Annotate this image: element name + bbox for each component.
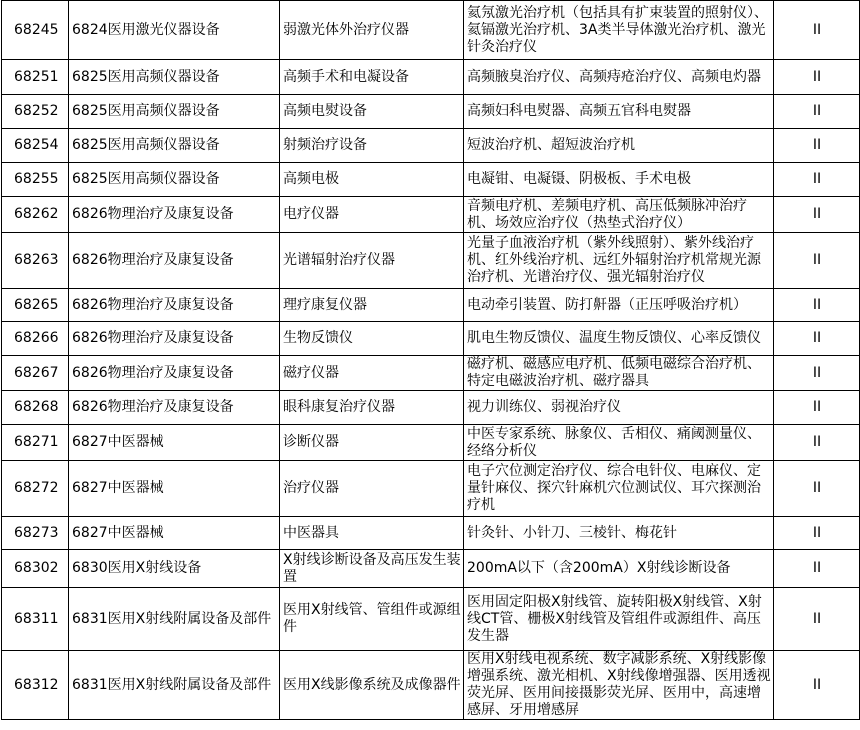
device-classification-table — [1, 0, 860, 720]
examples-cell: 医用X射线电视系统、数字减影系统、X射线影像增强系统、激光相机、X射线像增强器、医用透视荧光屏、医用间接摄影荧光屏、医用中，高速增感屏、牙用增感屏 — [464, 651, 774, 720]
product-cell: 高频手术和电凝设备 — [280, 60, 464, 95]
table-row — [2, 95, 860, 129]
class-cell: II — [774, 588, 860, 651]
category-cell: 6826物理治疗及康复设备 — [69, 233, 280, 289]
examples-cell: 磁疗机、磁感应电疗机、低频电磁综合治疗机、特定电磁波治疗机、磁疗器具 — [464, 356, 774, 391]
examples-cell: 肌电生物反馈仪、温度生物反馈仪、心率反馈仪 — [464, 322, 774, 356]
product-cell: 光谱辐射治疗仪器 — [280, 233, 464, 289]
product-cell: 中医器具 — [280, 517, 464, 550]
table-row — [2, 356, 860, 391]
product-cell: 磁疗仪器 — [280, 356, 464, 391]
category-cell: 6825医用高频仪器设备 — [69, 163, 280, 197]
code-cell: 68262 — [2, 197, 69, 233]
examples-cell: 针灸针、小针刀、三棱针、梅花针 — [464, 517, 774, 550]
code-cell: 68273 — [2, 517, 69, 550]
class-cell: II — [774, 550, 860, 588]
table-row — [2, 391, 860, 425]
category-cell: 6826物理治疗及康复设备 — [69, 197, 280, 233]
code-cell: 68255 — [2, 163, 69, 197]
table-row — [2, 517, 860, 550]
examples-cell: 电动牵引装置、防打鼾器（正压呼吸治疗机） — [464, 289, 774, 322]
examples-cell: 电凝钳、电凝镊、阴极板、手术电极 — [464, 163, 774, 197]
category-cell: 6826物理治疗及康复设备 — [69, 356, 280, 391]
category-cell: 6826物理治疗及康复设备 — [69, 289, 280, 322]
examples-cell: 光量子血液治疗机（紫外线照射）、紫外线治疗机、红外线治疗机、远红外辐射治疗机常规光源治疗机、光谱治疗仪、强光辐射治疗仪 — [464, 233, 774, 289]
examples-cell: 氦氖激光治疗机（包括具有扩束装置的照射仪）、氦镉激光治疗机、3A类半导体激光治疗机、激光针灸治疗仪 — [464, 1, 774, 60]
category-cell: 6827中医器械 — [69, 461, 280, 517]
examples-cell: 医用固定阳极X射线管、旋转阳极X射线管、X射线CT管、栅极X射线管及管组件或源组件、高压发生器 — [464, 588, 774, 651]
class-cell: II — [774, 60, 860, 95]
examples-cell: 短波治疗机、超短波治疗机 — [464, 129, 774, 163]
category-cell: 6827中医器械 — [69, 425, 280, 461]
examples-cell: 中医专家系统、脉象仪、舌相仪、痛阈测量仪、经络分析仪 — [464, 425, 774, 461]
product-cell: 射频治疗设备 — [280, 129, 464, 163]
class-cell: II — [774, 163, 860, 197]
table-body — [2, 1, 860, 720]
product-cell: 医用X线影像系统及成像器件 — [280, 651, 464, 720]
code-cell: 68311 — [2, 588, 69, 651]
category-cell: 6825医用高频仪器设备 — [69, 129, 280, 163]
class-cell: II — [774, 461, 860, 517]
product-cell: 高频电熨设备 — [280, 95, 464, 129]
product-cell: 弱激光体外治疗仪器 — [280, 1, 464, 60]
code-cell: 68263 — [2, 233, 69, 289]
product-cell: X射线诊断设备及高压发生装置 — [280, 550, 464, 588]
table-row — [2, 651, 860, 720]
class-cell: II — [774, 197, 860, 233]
code-cell: 68245 — [2, 1, 69, 60]
category-cell: 6825医用高频仪器设备 — [69, 60, 280, 95]
code-cell: 68268 — [2, 391, 69, 425]
category-cell: 6824医用激光仪器设备 — [69, 1, 280, 60]
category-cell: 6825医用高频仪器设备 — [69, 95, 280, 129]
code-cell: 68312 — [2, 651, 69, 720]
table-row — [2, 322, 860, 356]
table-row — [2, 60, 860, 95]
class-cell: II — [774, 651, 860, 720]
category-cell: 6831医用X射线附属设备及部件 — [69, 588, 280, 651]
examples-cell: 200mA以下（含200mA）X射线诊断设备 — [464, 550, 774, 588]
code-cell: 68272 — [2, 461, 69, 517]
table-row — [2, 197, 860, 233]
table-row — [2, 550, 860, 588]
table-row — [2, 289, 860, 322]
product-cell: 高频电极 — [280, 163, 464, 197]
table-row — [2, 163, 860, 197]
category-cell: 6831医用X射线附属设备及部件 — [69, 651, 280, 720]
class-cell: II — [774, 391, 860, 425]
category-cell: 6830医用X射线设备 — [69, 550, 280, 588]
class-cell: II — [774, 233, 860, 289]
table-row — [2, 129, 860, 163]
class-cell: II — [774, 322, 860, 356]
product-cell: 理疗康复仪器 — [280, 289, 464, 322]
table-row — [2, 588, 860, 651]
table-row — [2, 425, 860, 461]
product-cell: 治疗仪器 — [280, 461, 464, 517]
class-cell: II — [774, 356, 860, 391]
table-row — [2, 1, 860, 60]
examples-cell: 高频妇科电熨器、高频五官科电熨器 — [464, 95, 774, 129]
product-cell: 眼科康复治疗仪器 — [280, 391, 464, 425]
category-cell: 6826物理治疗及康复设备 — [69, 391, 280, 425]
category-cell: 6827中医器械 — [69, 517, 280, 550]
code-cell: 68267 — [2, 356, 69, 391]
class-cell: II — [774, 517, 860, 550]
code-cell: 68302 — [2, 550, 69, 588]
class-cell: II — [774, 95, 860, 129]
code-cell: 68251 — [2, 60, 69, 95]
code-cell: 68266 — [2, 322, 69, 356]
class-cell: II — [774, 129, 860, 163]
category-cell: 6826物理治疗及康复设备 — [69, 322, 280, 356]
examples-cell: 视力训练仪、弱视治疗仪 — [464, 391, 774, 425]
product-cell: 诊断仪器 — [280, 425, 464, 461]
table-row — [2, 233, 860, 289]
code-cell: 68254 — [2, 129, 69, 163]
examples-cell: 电子穴位测定治疗仪、综合电针仪、电麻仪、定量针麻仪、探穴针麻机穴位测试仪、耳穴探测治疗机 — [464, 461, 774, 517]
class-cell: II — [774, 425, 860, 461]
product-cell: 生物反馈仪 — [280, 322, 464, 356]
examples-cell: 音频电疗机、差频电疗机、高压低频脉冲治疗机、场效应治疗仪（热垫式治疗仪） — [464, 197, 774, 233]
product-cell: 电疗仪器 — [280, 197, 464, 233]
code-cell: 68265 — [2, 289, 69, 322]
code-cell: 68252 — [2, 95, 69, 129]
examples-cell: 高频腋臭治疗仪、高频痔疮治疗仪、高频电灼器 — [464, 60, 774, 95]
class-cell: II — [774, 289, 860, 322]
product-cell: 医用X射线管、管组件或源组件 — [280, 588, 464, 651]
class-cell: II — [774, 1, 860, 60]
table-row — [2, 461, 860, 517]
code-cell: 68271 — [2, 425, 69, 461]
